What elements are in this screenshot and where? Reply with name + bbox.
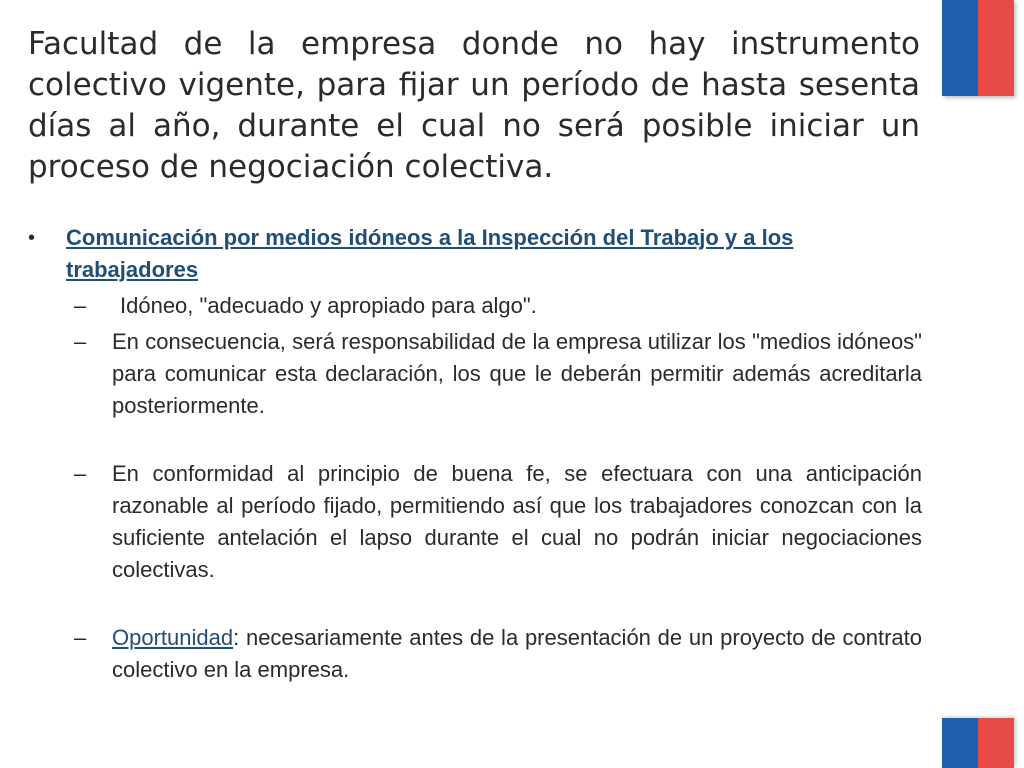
sub-item <box>74 458 922 586</box>
dash-marker: – <box>74 461 87 486</box>
sub-item <box>74 622 922 686</box>
bullet-item <box>28 222 922 286</box>
sub-item <box>74 326 922 422</box>
sub-item-text: Idóneo, "adecuado y apropiado para algo". <box>120 293 537 318</box>
bullet-heading: Comunicación por medios idóneos a la Inspección del Trabajo y a los trabajadores <box>66 225 794 282</box>
flag-decoration-bottom <box>942 718 1014 768</box>
sub-item-text: En consecuencia, será responsabilidad de la empresa utilizar los "medios idóneos" para comunicar esta declaración, los que le deberán permitir además acreditarla posteriormente. <box>112 329 922 418</box>
sub-item <box>74 290 922 322</box>
oportunidad-label: Oportunidad <box>112 625 234 650</box>
slide-body <box>28 222 922 686</box>
flag-decoration-top <box>942 0 1014 96</box>
oportunidad-text: : necesariamente antes de la presentación de un proyecto de contrato colectivo en la empresa. <box>112 625 922 682</box>
flag-blue-band <box>942 0 978 96</box>
flag-red-band <box>978 0 1014 96</box>
sub-item-text <box>112 622 922 686</box>
flag-red-band <box>978 718 1014 768</box>
bullet-marker: • <box>28 227 36 249</box>
slide-title: Facultad de la empresa donde no hay instrumento colectivo vigente, para fijar un período de hasta sesenta días al año, durante el cual no será posible iniciar un proceso de negociación colectiva. <box>28 26 920 185</box>
dash-marker: – <box>74 329 87 354</box>
flag-blue-band <box>942 718 978 768</box>
sub-item-text: En conformidad al principio de buena fe, se efectuara con una anticipación razonable al período fijado, permitiendo así que los trabajadores conozcan con la suficiente antelación el lapso durante el cual no podrán iniciar negociaciones colectivas. <box>112 461 922 582</box>
dash-marker: – <box>74 293 87 318</box>
dash-marker: – <box>74 625 87 650</box>
